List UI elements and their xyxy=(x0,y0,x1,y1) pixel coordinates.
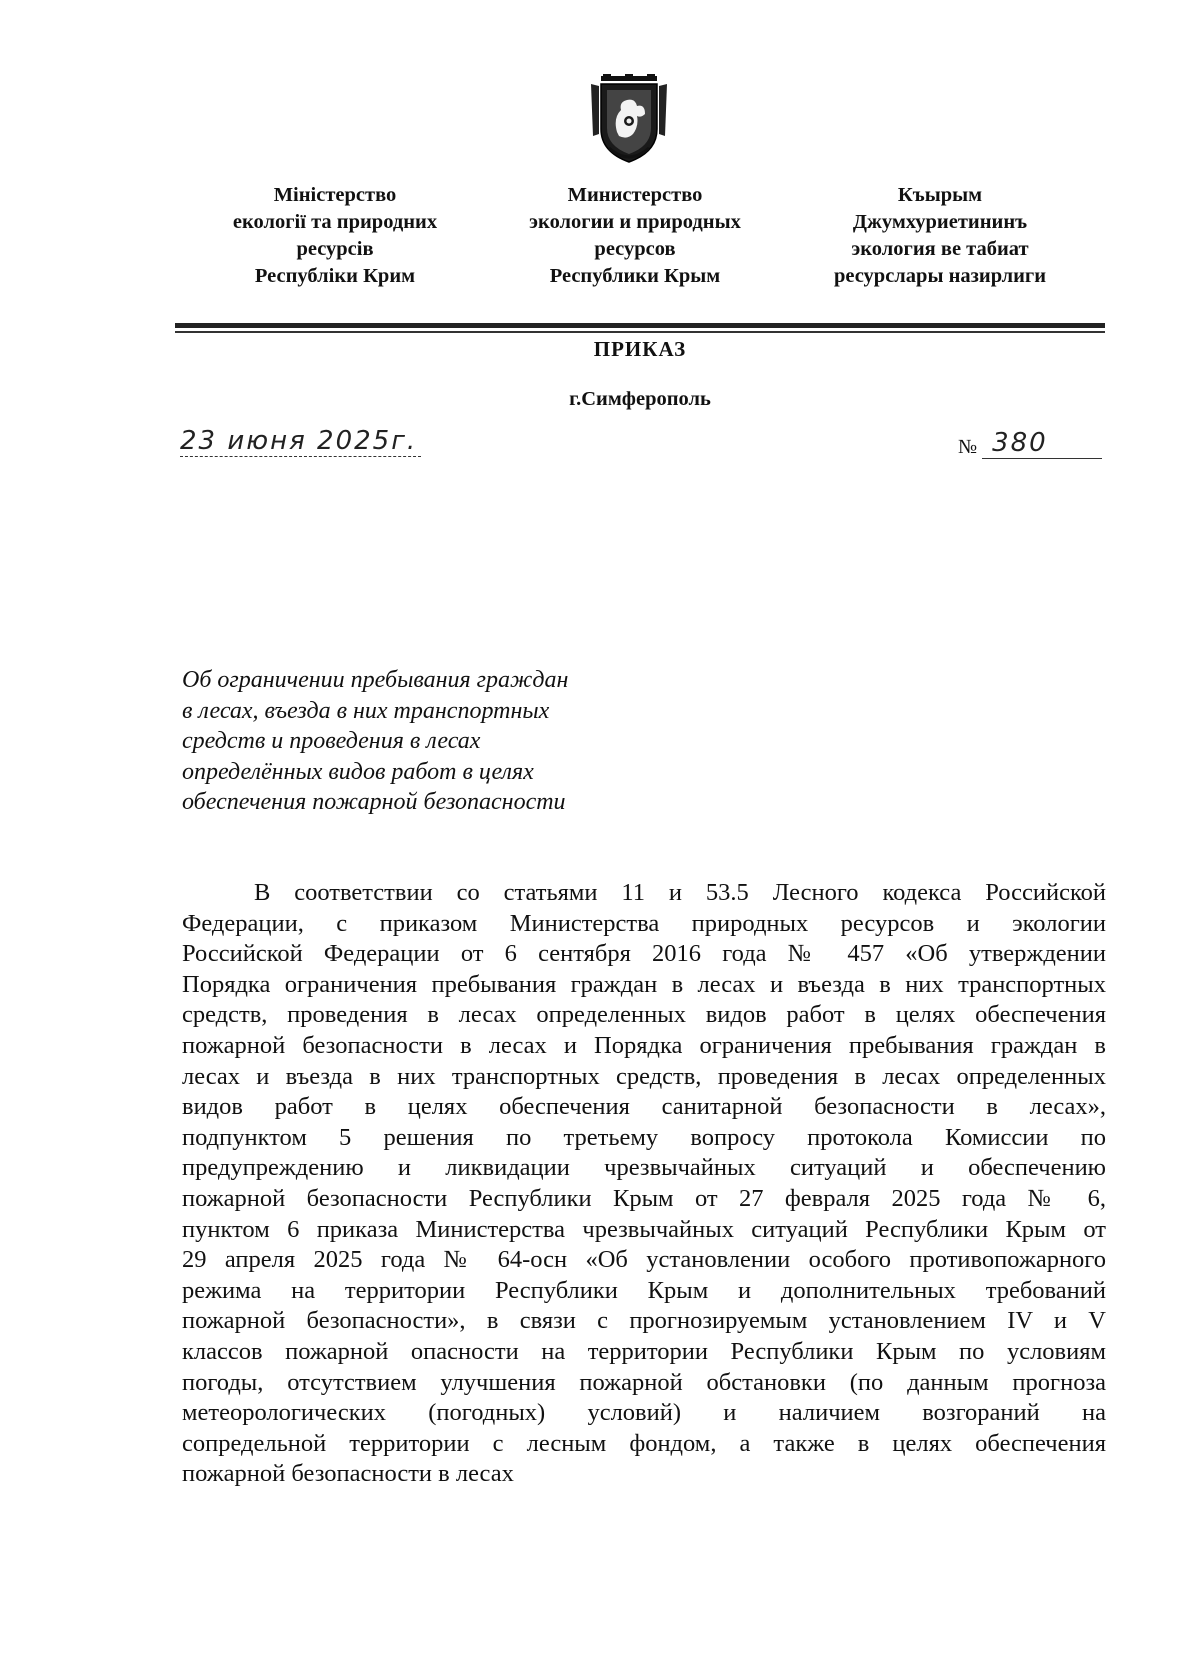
body-line: Федерации, с приказом Министерства природных ресурсов и экологии xyxy=(182,909,1106,937)
header-ru-line: экологии и природных xyxy=(529,211,741,233)
body-line: режима на территории Республики Крым и дополнительных требований xyxy=(182,1276,1106,1304)
order-number xyxy=(958,428,1102,459)
body-line: лесах и въезда в них транспортных средств, проведения в лесах определенных xyxy=(182,1062,1106,1090)
header-divider-thin xyxy=(175,331,1105,333)
body-line: Порядка ограничения пребывания граждан в лесах и въезда в них транспортных xyxy=(182,970,1106,998)
crimea-coat-of-arms-icon xyxy=(589,74,669,166)
body-line: подпунктом 5 решения по третьему вопросу протокола Комиссии по xyxy=(182,1123,1106,1151)
body-line: пожарной безопасности Республики Крым от 27 февраля 2025 года № 6, xyxy=(182,1184,1106,1212)
subject-line: средств и проведения в лесах xyxy=(182,728,481,754)
subject-line: обеспечения пожарной безопасности xyxy=(182,789,566,815)
header-russian xyxy=(485,182,785,290)
order-date-handwritten: 23 июня 2025г. xyxy=(180,426,421,457)
header-ua-line: екології та природних xyxy=(232,211,438,233)
header-crh-line: экология ве табиат xyxy=(851,238,1029,260)
header-ua-line: ресурсів xyxy=(296,238,374,260)
order-subject xyxy=(182,665,568,818)
header-ru-line: Министерство xyxy=(567,184,703,206)
subject-line: Об ограничении пребывания граждан xyxy=(182,667,569,693)
body-line: Российской Федерации от 6 сентября 2016 года № 457 «Об утверждении xyxy=(182,940,1106,968)
subject-line: определённых видов работ в целях xyxy=(182,758,534,785)
header-ua-line: Міністерство xyxy=(273,184,397,206)
subject-line: в лесах, въезда в них транспортных xyxy=(182,697,550,724)
body-line: погоды, отсутствием улучшения пожарной обстановки (по данным прогноза xyxy=(182,1368,1106,1396)
body-line: пожарной безопасности в лесах xyxy=(182,1460,514,1488)
body-line: предупреждению и ликвидации чрезвычайных ситуаций и обеспечению xyxy=(182,1154,1106,1182)
header-ua-line: Республіки Крим xyxy=(254,265,416,287)
header-divider-thick xyxy=(175,323,1105,328)
header-ru-line: Республики Крым xyxy=(549,265,721,287)
header-crh-line: Къырым xyxy=(897,184,983,206)
header-ru-line: ресурсов xyxy=(594,238,676,260)
header-crimean-tatar xyxy=(790,182,1090,290)
order-date xyxy=(180,426,421,457)
header-crh-line: Джумхуриетининъ xyxy=(852,211,1028,233)
header-ukrainian xyxy=(185,182,485,290)
order-body-paragraph xyxy=(182,878,1106,1490)
body-line: метеорологических (погодных) условий) и наличием возгораний на xyxy=(182,1399,1106,1427)
body-line: В соответствии со статьями 11 и 53.5 Лесного кодекса Российской xyxy=(254,879,1106,906)
order-title: ПРИКАЗ xyxy=(593,337,687,361)
body-line: классов пожарной опасности на территории Республики Крым по условиям xyxy=(182,1337,1106,1365)
body-line: пунктом 6 приказа Министерства чрезвычайных ситуаций Республики Крым от xyxy=(182,1215,1106,1243)
body-line: сопредельной территории с лесным фондом, а также в целях обеспечения xyxy=(182,1429,1106,1457)
body-line: пожарной безопасности в лесах и Порядка ограничения пребывания граждан в xyxy=(182,1031,1106,1059)
body-line: средств, проведения в лесах определенных видов работ в целях обеспечения xyxy=(182,1001,1106,1029)
body-line: видов работ в целях обеспечения санитарной безопасности в лесах», xyxy=(182,1093,1106,1121)
body-line: пожарной безопасности», в связи с прогнозируемым установлением IV и V xyxy=(182,1307,1106,1335)
order-number-label: № xyxy=(958,436,978,458)
body-line: 29 апреля 2025 года № 64-осн «Об установлении особого противопожарного xyxy=(182,1246,1106,1274)
order-number-handwritten: 380 xyxy=(982,428,1102,459)
header-crh-line: ресурслары назирлиги xyxy=(833,265,1047,287)
order-city: г.Симферополь xyxy=(569,388,711,410)
